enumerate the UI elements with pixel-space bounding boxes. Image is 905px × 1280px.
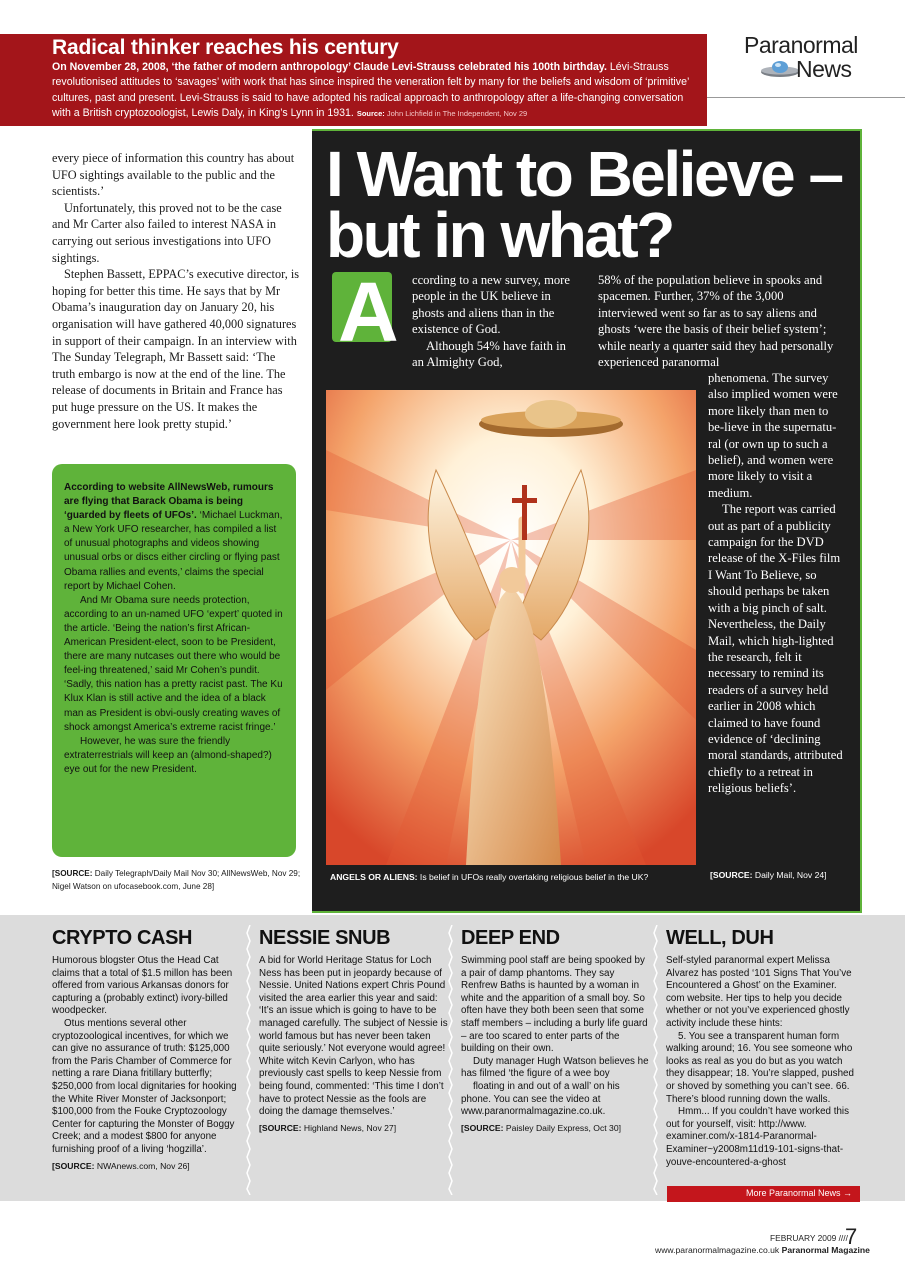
section-logo: [730, 32, 880, 92]
crypto-source: [52, 1160, 242, 1173]
banner-lead: On November 28, 2008, ‘the father of modern anthropology’ Claude Levi-Strauss celebrated his 100th birthday.: [52, 61, 607, 73]
nessie-source: [259, 1122, 449, 1135]
banner-title: Radical thinker reaches his century: [52, 36, 399, 59]
feature-headline: [326, 138, 856, 271]
sidebar-paragraph-2: And Mr Obama sure needs protection, according to an un-named UFO ‘expert’ quoted in the article. ‘Being the nation’s first African-American President-elect, soon to be President, there are many nutcases out there who would be feel-ing threatened,’ said Mr Cohen’s pundit. ‘Sadly, this nation has a pretty racist past. The Ku Klux Klan is still active and the idea of a black man as President is obvi-ously creating waves of shock amongst America’s extreme racist fringe.’: [64, 594, 283, 733]
left-column: [52, 150, 300, 432]
sidebar-paragraph-1: [64, 481, 284, 594]
well-p2: 5. You see a transparent human form walking around; 16. You see someone who looks as real as you do but as you watch they disappear; 18. You’re slapped, pushed or shoved by something you can’t see. 66. There’s blood running down the walls.: [666, 1030, 854, 1105]
banner-source: John Lichfield in The Independent, Nov 29: [384, 108, 528, 118]
nessie-title: NESSIE SNUB: [259, 927, 391, 949]
feature-column-1: [412, 272, 580, 370]
feature-column-3: [708, 370, 844, 797]
sidebar-p1: ‘Michael Luckman, a New York UFO researcher, has compiled a list of unusual photographs and videos showing unusual orbs or discs either circling or flying past Obama rallies and events,’ claims the special report by Michael Cohen.: [64, 510, 283, 592]
more-news-link[interactable]: More Paranormal News →: [667, 1186, 860, 1202]
deep-source: [461, 1122, 651, 1135]
ufo-icon: [760, 58, 800, 80]
top-banner: [0, 34, 707, 126]
angel-illustration: [326, 390, 696, 865]
page-number: 7: [845, 1224, 858, 1249]
well-p1: Self-styled paranormal expert Melissa Alvarez has posted ‘101 Signs That You’ve Encountered a Ghost’ on the Examiner. com website. Her tips to help you decide whether or not you’ve experienced ghostly activity include these hints:: [666, 955, 852, 1029]
nessie-p1: A bid for World Heritage Status for Loch Ness has been put in jeopardy because of Nessie. United Nations expert Chris Pound visited the area earlier this year and said: ‘It’s an issue which is going to have to be managed carefully. The subject of Nessie is world famous but has never been taken quite seriously.’ Not everyone would agree! White witch Kevin Carlyon, who has previously cast spells to keep Nessie from being found, commented: ‘This time I don’t have to protect Nessie as the fools are doing the damage themselves.’: [259, 955, 448, 1118]
crypto-source-text: NWAnews.com, Nov 26]: [94, 1160, 190, 1171]
news-well-duh: [666, 927, 856, 1169]
well-p3: Hmm... If you couldn’t have worked this out for yourself, visit: http://www. examiner.com/x-1814-Paranormal-Examiner~y2008m11d19-101-signs-that-youve-encountered-a-ghost: [666, 1106, 849, 1168]
feature-source: [710, 870, 827, 880]
column-divider: [246, 925, 254, 1195]
deep-p2: Duty manager Hugh Watson believes he has filmed ‘the figure of a wee boy: [461, 1055, 649, 1080]
sidebar-source: [52, 868, 302, 893]
left-paragraph-2: Unfortunately, this proved not to be the case and Mr Carter also failed to interest NASA in carrying out serious investigations into UFO sightings.: [52, 200, 282, 265]
deep-source-text: Paisley Daily Express, Oct 30]: [503, 1122, 621, 1133]
headline-line-2: but in what?: [326, 199, 673, 271]
nessie-source-text: Highland News, Nov 27]: [301, 1122, 397, 1133]
sidebar-source-text: Daily Telegraph/Daily Mail Nov 30; AllNewsWeb, Nov 29; Nigel Watson on ufocasebook.com, June 28]: [52, 869, 301, 891]
column-divider: [448, 925, 456, 1195]
feature-source-text: Daily Mail, Nov 24]: [752, 870, 827, 880]
banner-text: [52, 60, 693, 121]
sidebar-source-label: [SOURCE:: [52, 869, 93, 878]
banner-body: Lévi-Strauss revolutionised attitudes to ‘savages’ with work that has since inspired the veneration felt by many for the beliefs and wisdom of ‘primitive’ cultures, past and present. Levi-Strauss is said to have adopted his radical approach to anthropology after a life-changing conversation with a British cryptozoologist, Lewis Daly, in King’s Lynn in 1931.: [52, 61, 689, 119]
drop-cap-letter: A: [338, 265, 399, 359]
sidebar-lead: According to website AllNewsWeb, rumours are flying that Barack Obama is being ‘guarded by fleets of UFOs’.: [64, 482, 274, 522]
feature-col3-p2: The report was carried out as part of a publicity campaign for the DVD release of the X-Files film I Want To Believe, so should perhaps be taken with a big pinch of salt. Nevertheless, the Daily Mail, which high-lighted the research, felt it necessary to remind its readers of a survey held earlier in 2008 which claimed to have found evidence of ‘declining moral standards, attributed chiefly to a retreat in religious beliefs’.: [708, 502, 843, 796]
angel-ufo-photo: [326, 390, 696, 865]
caption-label: ANGELS OR ALIENS:: [330, 872, 418, 882]
caption-text: Is belief in UFOs really overtaking religious belief in the UK?: [417, 872, 649, 882]
footer-magazine: Paranormal Magazine: [781, 1245, 870, 1255]
photo-caption: [330, 872, 700, 882]
deep-p3: floating in and out of a wall’ on his phone. You can see the video at www.paranormalmagazine.co.uk.: [461, 1080, 620, 1118]
drop-cap: [332, 265, 399, 359]
news-deep-end: [461, 927, 651, 1134]
left-paragraph-3: Stephen Bassett, EPPAC’s executive director, is hoping for better this time. He says that by Mr Obama’s inauguration day on January 20, his organisation will have gathered 40,000 signatures in support of their campaign. In an interview with The Sunday Telegraph, Mr Bassett said: ‘The truth embargo is now at the end of the line. The release of documents in Britain and France has put huge pressure on the US. It makes the government here look pretty stupid.’: [52, 267, 300, 431]
well-title: WELL, DUH: [666, 927, 774, 949]
sidebar-paragraph-3: However, he was sure the friendly extraterrestrials will keep an (almond-shaped?) eye out for the new President.: [64, 735, 272, 775]
footer-date: FEBRUARY 2009 ////: [770, 1233, 848, 1243]
column-divider: [653, 925, 661, 1195]
crypto-p1: Humorous blogster Otus the Head Cat claims that a total of $1.5 millon has been offered from various Arkansas donors for capturing a (probably extinct) ivory-billed woodpecker.: [52, 955, 233, 1017]
left-paragraph-1: every piece of information this country has about UFO sightings available to the public and the scientists.’: [52, 151, 295, 199]
feature-col1-p1: ccording to a new survey, more people in the UK believe in ghosts and aliens than in the existence of God.: [412, 273, 570, 337]
footer-site[interactable]: www.paranormalmagazine.co.uk: [655, 1245, 780, 1255]
logo-line2: News: [796, 56, 852, 82]
crypto-source-label: [SOURCE:: [52, 1160, 95, 1171]
nessie-source-label: [SOURCE:: [259, 1122, 302, 1133]
feature-column-2: [598, 272, 846, 370]
feature-col2-p1: 58% of the population believe in spooks and spacemen. Further, 37% of the 3,000 interviewed went so far as to say aliens and ghosts ‘were the basis of their belief system’; while nearly a quarter said they had personally experienced paranormal: [598, 273, 834, 370]
feature-col1-p2: Although 54% have faith in an Almighty God,: [412, 338, 566, 370]
crypto-p2: Otus mentions several other cryptozoological incentives, for which we can give no assurance of truth: $125,000 from the Paris Chamber of Commerce for netting a rare Diana fritillary butterfly; $250,000 from local dignitaries for hooking the White River Monster of Jacksonport; $100,000 from the Fouke Cryptozoology Center for capturing the Monster of Boggy Creek; and a modest $800 for anyone furnishing proof of a living ‘hogzilla’.: [52, 1017, 237, 1155]
obama-ufo-sidebar: [52, 464, 296, 857]
news-nessie-snub: [259, 927, 449, 1134]
header-rule: [707, 97, 905, 98]
deep-source-label: [SOURCE:: [461, 1122, 504, 1133]
headline-line-1: I Want to Believe –: [326, 138, 842, 210]
crypto-title: CRYPTO CASH: [52, 927, 193, 949]
feature-source-label: [SOURCE:: [710, 870, 753, 880]
logo-line1: Paranormal: [744, 32, 858, 58]
deep-title: DEEP END: [461, 927, 560, 949]
feature-col3-p1: phenomena. The survey also implied women were more likely than men to be-lieve in the supernatu-ral (or own up to such a belief), and women were more likely to visit a medium.: [708, 371, 838, 500]
footer-url: [655, 1245, 870, 1255]
news-crypto-cash: [52, 927, 242, 1172]
deep-p1: Swimming pool staff are being spooked by a pair of damp phantoms. They say Renfrew Baths is haunted by a woman in white and the apparition of a small boy. So often have they both been seen that some staff members – including a burly life guard – are too scared to enter parts of the building on their own.: [461, 955, 648, 1055]
banner-source-label: Source:: [356, 108, 385, 118]
